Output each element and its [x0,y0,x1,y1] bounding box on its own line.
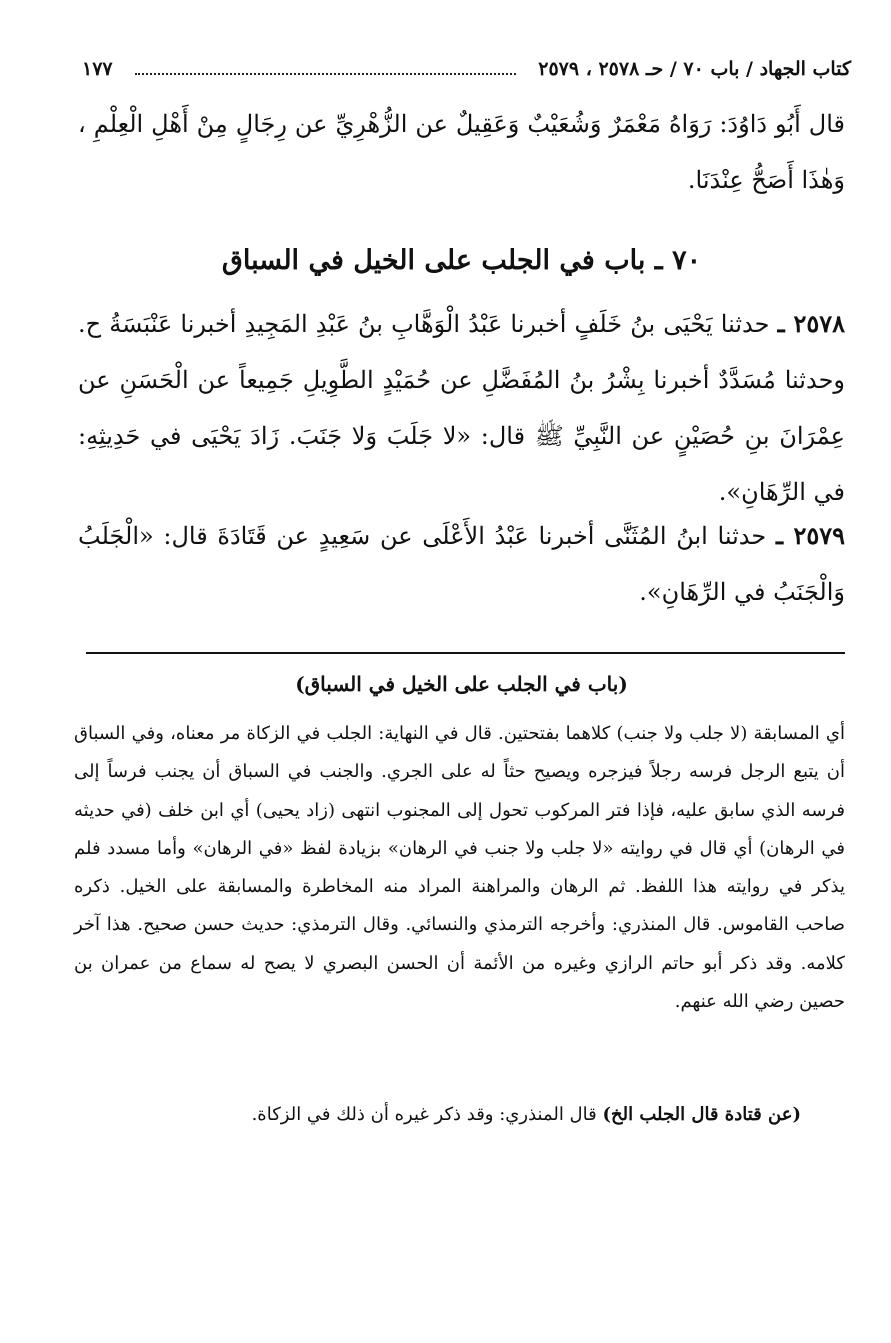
page-number: ١٧٧ [82,58,113,80]
running-title: كتاب الجهاد / باب ٧٠ / حـ ٢٥٧٨ ، ٢٥٧٩ [538,58,851,80]
commentary-tail-label: (عن قتادة قال الجلب الخ) [602,1104,801,1125]
commentary-paragraph: أي المسابقة (لا جلب ولا جنب) كلاهما بفتحتين. قال في النهاية: الجلب في الزكاة مر معناه، وفي السباق أن يتبع الرجل فرسه رجلاً فيزجره ويصيح حثاً له على الجري. والجنب في السباق أن يجنب فرساً إلى فرسه الذي سابق عليه، فإذا فتر المركوب تحول إلى المجنوب انتهى (زاد يحيى) أي ابن خلف (في حديثه في الرهان) أي قال في روايته «لا جلب ولا جنب في الرهان» بزيادة لفظ «في الرهان» وأما مسدد فلم يذكر في روايته هذا اللفظ. ثم الرهان والمراهنة المراد منه المخاطرة والمسابقة على الخيل. ذكره صاحب القاموس. قال المنذري: وأخرجه الترمذي والنسائي. وقال الترمذي: حديث حسن صحيح. هذا آخر كلامه. وقد ذكر أبو حاتم الرازي وغيره من الأئمة أن الحسن البصري لا يصح له سماع من عمران بن حصين رضي الله عنهم. [74,723,845,1013]
hadith-text: حدثنا ابنُ المُثَنَّى أخبرنا عَبْدُ الأَعْلَى عن سَعِيدٍ عن قَتَادَةَ قال: «الْجَلَبُ وَالْجَنَبُ في الرِّهَانِ». [78,522,845,606]
header-leader-dots [135,63,517,75]
hadith-number: ٢٥٧٩ ـ [775,521,845,550]
abu-dawud-note: قال أَبُو دَاوُدَ: رَوَاهُ مَعْمَرٌ وَشُعَيْبٌ وَعَقِيلٌ عن الزُّهْرِيِّ عن رِجَالٍ مِنْ أَهْلِ الْعِلْمِ ، وَهٰذَا أَصَحُّ عِنْدَنَا. [78,110,845,194]
commentary-title: (باب في الجلب على الخيل في السباق) [295,672,628,696]
page-header [82,52,851,86]
hadith-2579 [78,508,845,620]
hadith-number: ٢٥٧٨ ـ [777,309,845,338]
chapter-title: ٧٠ ـ باب في الجلب على الخيل في السباق [221,245,702,276]
hadith-2578 [78,296,845,520]
footnote-divider [86,652,845,654]
hadith-text: حدثنا يَحْيَى بنُ خَلَفٍ أخبرنا عَبْدُ الْوَهَّابِ بنُ عَبْدِ المَجِيدِ أخبرنا عَنْبَسَةُ ح. وحدثنا مُسَدَّدٌ أخبرنا بِشْرُ بنُ المُفَضَّلِ عن حُمَيْدٍ الطَّوِيلِ جَمِيعاً عن الْحَسَنِ عن عِمْرَانَ بنِ حُصَيْنٍ عن النَّبِيِّ ﷺ قال: «لا جَلَبَ وَلا جَنَبَ. زَادَ يَحْيَى في حَدِيثِهِ: في الرِّهَانِ». [78,310,845,506]
commentary-tail [74,1096,801,1134]
commentary-tail-text: قال المنذري: وقد ذكر غيره أن ذلك في الزكاة. [251,1104,597,1125]
